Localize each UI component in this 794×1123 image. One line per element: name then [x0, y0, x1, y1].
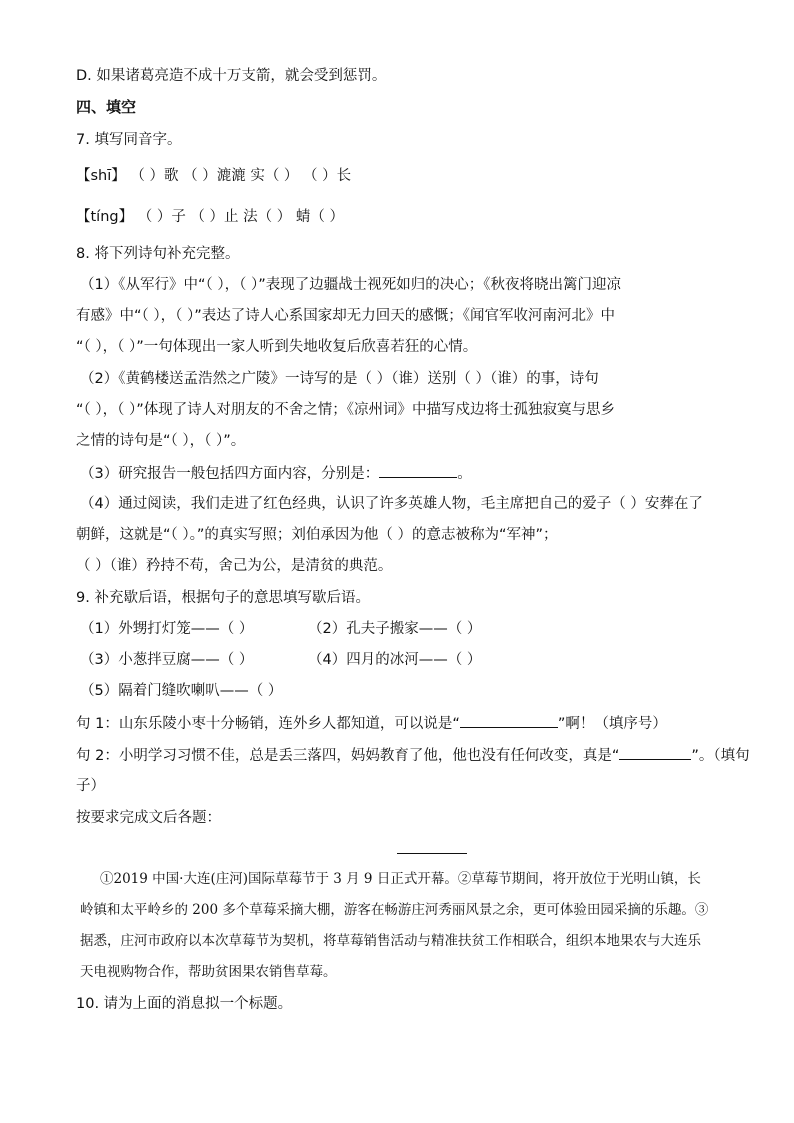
- q9-item-4: （4）四月的冰河——（ ）: [308, 652, 482, 668]
- q8-part1-line3: “（ ），（ ）”一句体现出一家人听到失地收复后欣喜若狂的心情。: [76, 339, 478, 355]
- q8-part2-line1: （2）《黄鹤楼送孟浩然之广陵》一诗写的是（ ）（谁）送别（ ）（谁）的事，诗句: [80, 371, 599, 387]
- answer-blank[interactable]: [619, 745, 691, 760]
- news-para-line1: ①2019 中国·大连(庄河)国际草莓节于 3 月 9 日正式开幕。②草莓节期间，将开放位于光明山镇，长: [100, 871, 701, 887]
- q7-ting-line: 【tíng】 （ ）子 （ ）止 法（ ） 蜻（ ）: [76, 209, 344, 225]
- option-d: D. 如果诸葛亮造不成十万支箭，就会受到惩罚。: [76, 68, 387, 84]
- q8-part3-text: （3）研究报告一般包括四方面内容，分别是：: [80, 466, 380, 482]
- question-7: 7. 填写同音字。: [76, 132, 182, 148]
- q8-part4-line1: （4）通过阅读，我们走进了红色经典，认识了许多英雄人物，毛主席把自己的爱子（ ）安葬在了: [80, 496, 703, 512]
- sentence-1: [76, 713, 667, 734]
- q8-part2-line2: “（ ），（ ）”体现了诗人对朋友的不舍之情；《凉州词》中描写戍边将士孤独寂寞与思乡: [76, 402, 615, 418]
- answer-blank[interactable]: [460, 713, 558, 728]
- sentence-2-end: ”。（填句: [691, 748, 750, 764]
- q8-part4-line2: 朝鲜，这就是“（ ）。”的真实写照；刘伯承因为他（ ）的意志被称为“军神”；: [76, 527, 558, 543]
- q8-part1-line2: 有感》中“（ ），（ ）”表达了诗人心系国家却无力回天的感慨；《闻官军收河南河北》中: [76, 308, 615, 324]
- news-para-line3: 据悉，庄河市政府以本次草莓节为契机，将草莓销售活动与精准扶贫工作相联合，组织本地果农与大连乐: [80, 933, 701, 949]
- question-9: 9. 补充歇后语，根据句子的意思填写歇后语。: [76, 590, 370, 606]
- question-8: 8. 将下列诗句补充完整。: [76, 246, 240, 262]
- q9-item-5: （5）隔着门缝吹喇叭——（ ）: [80, 683, 283, 699]
- sentence-2-text: 句 2：小明学习习惯不佳，总是丢三落四，妈妈教育了他，他也没有任何改变，真是“: [76, 748, 620, 764]
- section-heading: 四、填空: [76, 98, 137, 116]
- question-10: 10. 请为上面的消息拟一个标题。: [76, 996, 293, 1012]
- q8-part3: [80, 463, 472, 484]
- sentence-1-end: ”啊！（填序号）: [557, 716, 667, 732]
- sentence-2-cont: 子）: [76, 778, 105, 794]
- news-para-line2: 岭镇和太平岭乡的 200 多个草莓采摘大棚，游客在畅游庄河秀丽风景之余，更可体验田园采摘的乐趣。③: [80, 902, 709, 918]
- q8-part2-line3: 之情的诗句是“（ ），（ ）”。: [76, 433, 246, 449]
- q9-item-1: （1）外甥打灯笼——（ ）: [80, 621, 254, 637]
- q8-part4-line3: （ ）（谁）矜持不苟，舍己为公，是清贫的典范。: [76, 558, 393, 574]
- q8-part3-end: 。: [457, 466, 472, 482]
- q9-item-2: （2）孔夫子搬家——（ ）: [308, 621, 482, 637]
- sentence-1-text: 句 1：山东乐陵小枣十分畅销，连外乡人都知道，可以说是“: [76, 716, 460, 732]
- q8-part1-line1: （1）《从军行》中“（ ），（ ）”表现了边疆战士视死如归的决心；《秋夜将晓出篱门迎凉: [80, 277, 621, 293]
- sentence-2: [76, 745, 750, 766]
- title-blank-line[interactable]: [397, 853, 467, 854]
- news-para-line4: 天电视购物合作，帮助贫困果农销售草莓。: [80, 964, 337, 980]
- answer-blank[interactable]: [379, 463, 457, 478]
- instructions: 按要求完成文后各题：: [76, 810, 221, 826]
- q7-shi-line: 【shī】 （ ）歌 （ ）漉漉 实（ ） （ ）长: [76, 168, 352, 184]
- q9-item-3: （3）小葱拌豆腐——（ ）: [80, 652, 254, 668]
